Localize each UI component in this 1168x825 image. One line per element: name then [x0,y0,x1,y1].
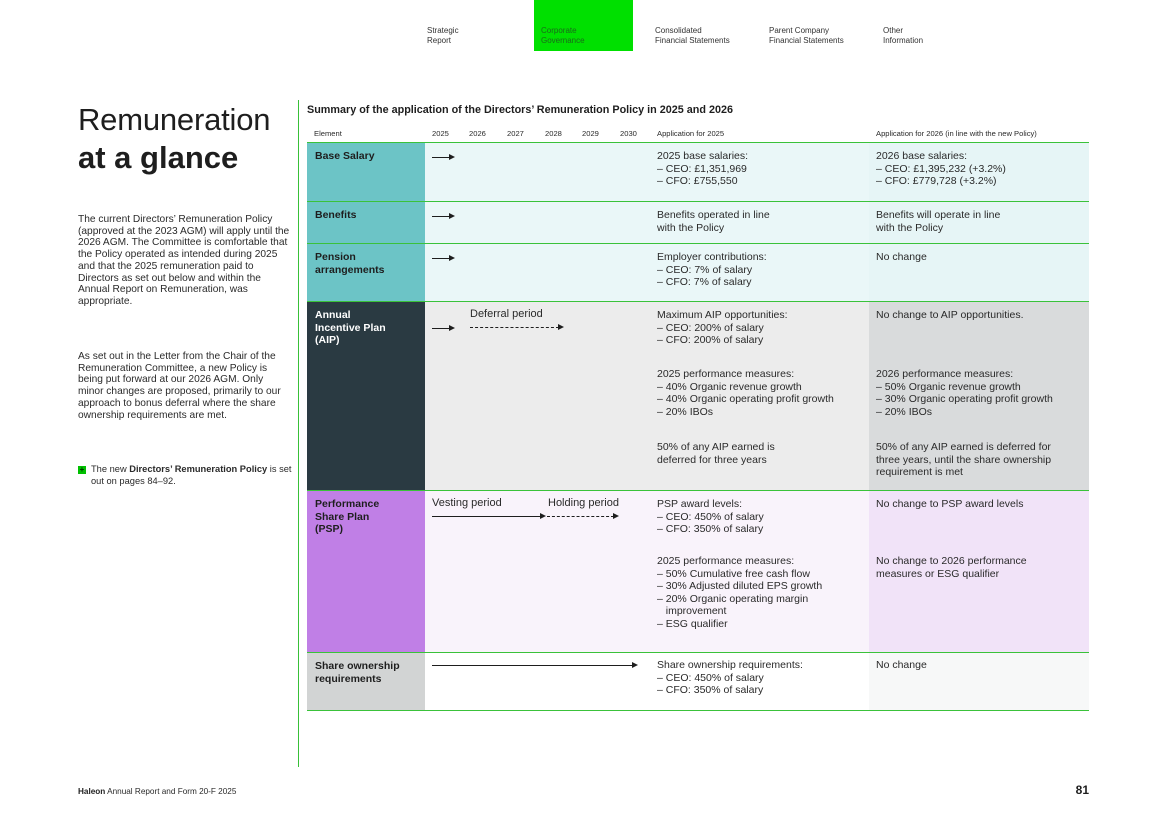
timeline-label-deferral-period: Deferral period [470,308,543,320]
text-line: – CFO: 350% of salary [657,684,764,696]
share-ownership-arrow [432,662,639,669]
application-2026-text [876,309,1024,322]
text-line: Benefits operated in line [657,209,770,221]
text-line: deferred for three years [657,453,767,466]
timeline-arrow [432,213,455,220]
table-row-aip [307,302,1089,491]
row-label-line: (AIP) [315,334,340,346]
nav-tab-consolidated-financial-statements[interactable] [648,0,747,51]
nav-tab-strategic-report[interactable] [420,0,519,51]
text-line: – 20% Organic operating margin [657,592,809,605]
text-line: – 40% Organic revenue growth [657,380,802,393]
text-line: 2026 base salaries: [876,150,968,162]
application-2026-text [876,659,927,672]
column-divider [298,100,299,767]
row-label-line: Benefits [315,209,357,221]
text-line: – 50% Organic revenue growth [876,380,1021,393]
text-line: 2025 base salaries: [657,150,749,162]
nav-tab-line1: Strategic [427,26,459,35]
row-label-line: Performance [315,498,380,510]
page-title-light: Remuneration [78,102,271,137]
table-title: Summary of the application of the Directors’ Remuneration Policy in 2025 and 2026 [307,104,733,116]
row-label-line: Base Salary [315,150,375,162]
row-label [307,653,425,710]
header-year-2028: 2028 [545,129,562,138]
table-row-psp [307,491,1089,653]
text-line: Maximum AIP opportunities: [657,309,788,321]
note-text-bold: Directors’ Remuneration Policy [129,464,268,474]
row-label-line: Incentive Plan [315,321,386,334]
header-year-2026: 2026 [469,129,486,138]
row-label-line: requirements [315,672,382,685]
application-2026-text [876,150,1006,188]
text-line: No change to PSP award levels [876,498,1024,510]
text-line: improvement [657,605,727,617]
application-2026-text [876,209,1000,234]
row-label [307,491,425,652]
table-row-benefits [307,202,1089,244]
table-row-share-ownership [307,653,1089,711]
text-line: No change [876,659,927,671]
nav-tab-line2: Report [427,36,452,45]
text-line: – 20% IBOs [657,405,714,418]
application-2025-text [657,309,788,347]
text-line: 2026 performance measures: [876,368,1014,380]
footer-brand: Haleon [78,787,106,796]
text-line: No change [876,251,927,263]
application-2025-measures [657,368,834,418]
page-number: 81 [1075,783,1089,797]
nav-tab-line2: Information [883,36,924,45]
application-2025-text [657,498,764,536]
policy-reference-note[interactable] [78,464,293,487]
nav-tab-line2: Governance [541,36,585,45]
text-line: 50% of any AIP earned is deferred for [876,441,1051,453]
table-row-pension [307,244,1089,302]
text-line: three years, until the share ownership [876,453,1052,466]
text-line: with the Policy [657,221,725,234]
row-label-line: (PSP) [315,523,344,535]
row-label-line: Annual [315,309,351,321]
application-2026-text [876,498,1023,511]
nav-tab-line1: Consolidated [655,26,702,35]
text-line: 50% of any AIP earned is [657,441,775,453]
text-line: requirement is met [876,466,963,478]
text-line: – CEO: 450% of salary [657,510,764,523]
plus-square-icon: + [79,465,85,474]
application-2025-text [657,251,767,289]
text-line: No change to 2026 performance [876,555,1027,567]
nav-tab-parent-company-financial-statements[interactable] [762,0,861,51]
application-2025-text [657,150,748,188]
application-2025-deferral [657,441,775,466]
timeline-cell [425,202,869,243]
footer-text: Annual Report and Form 20-F 2025 [105,787,237,796]
text-line: – CFO: 7% of salary [657,276,752,288]
text-line: with the Policy [876,221,944,234]
row-label-line: Share Plan [315,510,370,523]
header-application-2025: Application for 2025 [657,129,725,138]
header-application-2026: Application for 2026 (in line with the new Policy) [876,129,1037,138]
timeline-arrow [432,154,455,161]
timeline-label-vesting-period: Vesting period [432,497,502,509]
text-line: 2025 performance measures: [657,368,795,380]
row-label [307,202,425,243]
footer-report-name [78,787,236,796]
text-line: – CFO: £755,550 [657,175,738,187]
table-row-base-salary [307,143,1089,202]
nav-tab-line1: Parent Company [769,26,830,35]
text-line: 2025 performance measures: [657,555,795,567]
nav-tab-line2: Financial Statements [769,36,844,45]
text-line: – CFO: 350% of salary [657,523,764,535]
text-line: Employer contributions: [657,251,767,263]
row-label [307,244,425,301]
text-line: – CEO: £1,395,232 (+3.2%) [876,162,1006,175]
nav-tab-corporate-governance[interactable] [534,0,633,51]
holding-period-arrow [547,513,620,520]
text-line: – 50% Cumulative free cash flow [657,567,810,580]
vesting-period-arrow [432,513,546,520]
text-line: No change to AIP opportunities. [876,309,1024,321]
text-line: PSP award levels: [657,498,743,510]
application-2026-deferral [876,441,1051,479]
application-2026-measures [876,555,1027,580]
text-line: Share ownership requirements: [657,659,803,671]
header-year-2027: 2027 [507,129,524,138]
nav-tab-line1: Corporate [541,26,577,35]
timeline-cell [425,244,869,301]
row-label [307,143,425,201]
header-year-2030: 2030 [620,129,637,138]
intro-paragraph-2: As set out in the Letter from the Chair of the Remuneration Committee, a new Policy is being put forward at our 2026 AGM. Only minor changes are proposed, primarily to our approach to bonus deferral where the share ownership requirements are met. [78,351,281,421]
row-label-line: Share ownership [315,660,400,672]
row-label-line: arrangements [315,263,385,276]
header-element: Element [314,129,342,138]
text-line: – CFO: 200% of salary [657,334,764,346]
header-year-2029: 2029 [582,129,599,138]
deferral-period-arrow [470,324,565,331]
application-2026-measures [876,368,1053,418]
timeline-cell [425,143,869,201]
text-line: – CEO: 7% of salary [657,263,753,276]
nav-tab-line1: Other [883,26,904,35]
text-line: – ESG qualifier [657,617,728,630]
application-2026-text [876,251,927,264]
application-2025-measures [657,555,822,630]
note-text-post: is set out on pages 84–92. [91,464,292,486]
text-line: – 40% Organic operating profit growth [657,393,834,405]
application-2025-text [657,209,770,234]
text-line: – 30% Organic operating profit growth [876,393,1053,405]
text-line: – CEO: £1,351,969 [657,162,747,175]
row-label [307,302,425,490]
text-line: – CFO: £779,728 (+3.2%) [876,175,997,187]
note-text-pre: The new [91,464,130,474]
text-line: – CEO: 450% of salary [657,671,764,684]
timeline-arrow [432,255,455,262]
text-line: – 30% Adjusted diluted EPS growth [657,580,823,592]
text-line: measures or ESG qualifier [876,567,1000,580]
row-label-line: Pension [315,251,356,263]
nav-tab-line2: Financial Statements [655,36,730,45]
application-2025-text [657,659,803,697]
timeline-label-holding-period: Holding period [548,497,619,509]
text-line: – 20% IBOs [876,405,933,418]
timeline-arrow [432,325,455,332]
nav-tab-other-information[interactable] [876,0,975,51]
intro-paragraph-1: The current Directors’ Remuneration Policy (approved at the 2023 AGM) will apply until the 2026 AGM. The Committee is comfortable that the Policy operated as intended during 2025 and that the 2025 remuneration paid to Directors as set out below and within the Annual Report on Remuneration, was appropriate. [78,214,290,307]
page-title-bold: at a glance [78,140,239,175]
text-line: Benefits will operate in line [876,209,1001,221]
header-year-2025: 2025 [432,129,449,138]
text-line: – CEO: 200% of salary [657,321,764,334]
